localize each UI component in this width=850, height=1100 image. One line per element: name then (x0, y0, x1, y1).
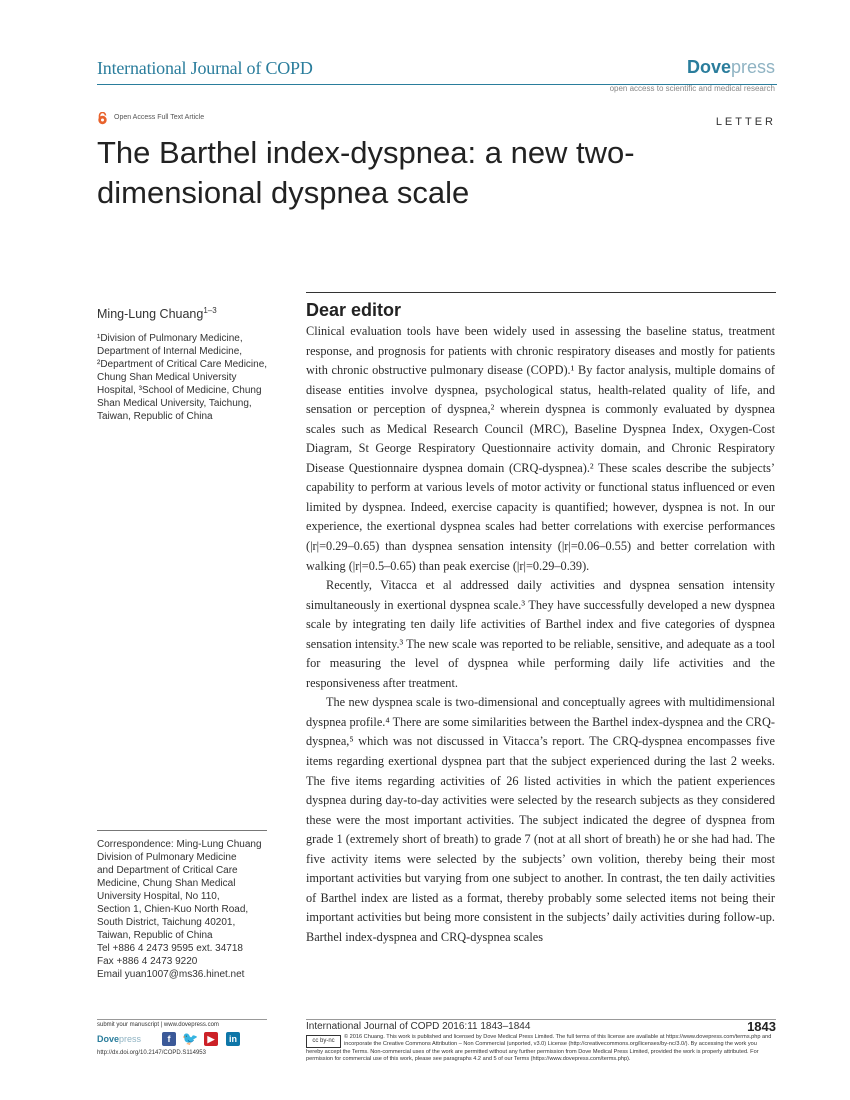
article-type: LETTER (715, 116, 776, 128)
author-name-text: Ming-Lung Chuang (97, 307, 204, 322)
submit-manuscript-link[interactable]: submit your manuscript | www.dovepress.com (97, 1022, 219, 1028)
open-access-icon (97, 112, 108, 125)
correspondence-line: Section 1, Chien-Kuo North Road, (97, 904, 249, 915)
publisher-logo-part1: Dove (686, 57, 731, 77)
linkedin-icon[interactable]: in (226, 1032, 240, 1046)
body-paragraph: Clinical evaluation tools have been widely used in assessing the baseline status, treatment response, and prognosis for patients with chronic respiratory diseases and mostly for patients with chronic obstructive pulmonary disease (COPD).¹ By factor analysis, multiple domains of disease entities involve dyspnea, psychological status, health-related quality of life, and sensation or perception of dyspnea,² wherein dyspnea is commonly evaluated by dyspnea scales such as Medical Research Council (MRC), Baseline Dyspnea Index, Oxygen-Cost Diagram, St George Respiratory Questionnaire activity domain, and Chronic Respiratory Disease Questionnaire dyspnea domain (CRQ-dyspnea).² These scales describe the subjects’ capability to perform at various levels of motor activity or functional status influenced or even limited by dyspnea. Indeed, exercise capacity is quantified; however, dyspnea is not. In our experience, the exertional dyspnea scales had better correlations with exercise performances (|r|=0.29–0.65) than dyspnea sensation intensity (|r|=0.06–0.55) and better correlation with walking (|r|=0.5–0.65) than peak exercise (|r|=0.29–0.39). (306, 324, 775, 573)
publisher-tagline: open access to scientific and medical research (609, 84, 775, 93)
journal-citation: International Journal of COPD 2016:11 1843–1844 (306, 1021, 531, 1032)
correspondence-line: and Department of Critical Care (97, 865, 238, 876)
correspondence-phone: Tel +886 4 2473 9595 ext. 34718 (97, 943, 243, 954)
author-affiliation-sup: 1–3 (203, 306, 217, 315)
correspondence-divider (97, 830, 267, 831)
correspondence-line: Division of Pulmonary Medicine (97, 852, 237, 863)
publisher-logo-part2: press (730, 57, 775, 77)
doi-link[interactable]: http://dx.doi.org/10.2147/COPD.S114953 (97, 1050, 206, 1056)
author-affiliation: ¹Division of Pulmonary Medicine, Department of Internal Medicine, ²Department of Critical Care Medicine, Chung Shan Medical University Hospital, ³School of Medicine, Chung Shan Medical University, Taichung, Taiwan, Republic of China (97, 333, 268, 422)
twitter-icon[interactable]: 🐦 (182, 1031, 199, 1046)
correspondence-fax: Fax +886 4 2473 9220 (97, 956, 198, 967)
journal-title[interactable]: International Journal of COPD (97, 58, 313, 78)
page-number: 1843 (747, 1019, 776, 1034)
body-paragraph: The new dyspnea scale is two-dimensional and conceptually agrees with multidimensional dyspnea profile.⁴ There are some similarities between the Barthel index-dyspnea and the CRQ-dyspnea,⁵ which was not discussed in Vitacca’s report. The CRQ-dyspnea encompasses five items regarding exertional dyspnea part that the subject experienced during the last 2 weeks. The five items regarding activities of 26 listed activities in which the patient experiences dyspnea during day-to-day activities were selected by the research subjects as they considered these were the most important activities. The subject indicated the degree of dyspnea from grade 1 (extremely short of breath) to grade 7 (not at all short of breath) he or she had had. The five activity items were selected by the subjects’ own volition, thereby being their most important activities but varying from one subject to another. In contrast, the ten daily activities of Barthel index are listed as a format, thereby probably some selected items not being their important activities but being more consistent in the subjects’ daily activities during follow-up. Barthel index-dyspnea and CRQ-dyspnea scales (306, 695, 775, 944)
body-top-divider (306, 292, 776, 293)
open-access-label: Open Access Full Text Article (114, 114, 205, 121)
correspondence-email[interactable]: Email yuan1007@ms36.hinet.net (97, 969, 245, 980)
footer-publisher-part2: press (119, 1034, 142, 1044)
license-text: © 2016 Chuang. This work is published and licensed by Dove Medical Press Limited. The full terms of this license are available at https://www.dovepress.com/terms.php and incorporate the Creative Commons Attribution – Non Commercial (unported, v3.0) License (http://creativecommons.org/licenses/by-nc/3.0/). By accessing the work you (344, 1034, 772, 1048)
footer-right-divider (306, 1019, 776, 1020)
correspondence-block (97, 838, 277, 981)
publisher-logo[interactable] (687, 57, 775, 78)
section-heading: Dear editor (306, 300, 402, 320)
correspondence-line: Taiwan, Republic of China (97, 930, 213, 941)
correspondence-line: Medicine, Chung Shan Medical (97, 878, 236, 889)
correspondence-line: South District, Taichung 40201, (97, 917, 236, 928)
article-title: The Barthel index-dyspnea: a new two-dimensional dyspnea scale (97, 135, 635, 210)
correspondence-line: University Hospital, No 110, (97, 891, 220, 902)
youtube-icon[interactable]: ▶ (204, 1032, 218, 1046)
creative-commons-icon[interactable]: cc by-nc (306, 1035, 341, 1048)
author-name (97, 306, 217, 321)
body-text (306, 322, 775, 948)
body-paragraph: Recently, Vitacca et al addressed daily activities and dyspnea sensation intensity simultaneously in exertional dyspnea scale.³ They have successfully developed a new dyspnea scale by integrating ten daily life activities of Barthel index and five categories of dyspnea sensation intensity.³ The new scale was reported to be reliable, sensitive, and adequate as a tool for measuring the level of dyspnea while performing daily life activities and the responsiveness after treatment. (306, 578, 775, 690)
license-text-continued: hereby accept the Terms. Non-commercial uses of the work are permitted without any further permission from Dove Medical Press Limited, provided the work is properly attributed. For permission for commercial use of this work, please see paragraphs 4.2 and 5 of our Terms (https://www.dovepress.com/terms.php). (306, 1049, 759, 1063)
footer-publisher-logo[interactable] (97, 1034, 141, 1044)
footer-left-divider (97, 1019, 267, 1020)
facebook-icon[interactable]: f (162, 1032, 176, 1046)
correspondence-line: Correspondence: Ming-Lung Chuang (97, 839, 262, 850)
footer-publisher-part1: Dove (97, 1034, 120, 1044)
